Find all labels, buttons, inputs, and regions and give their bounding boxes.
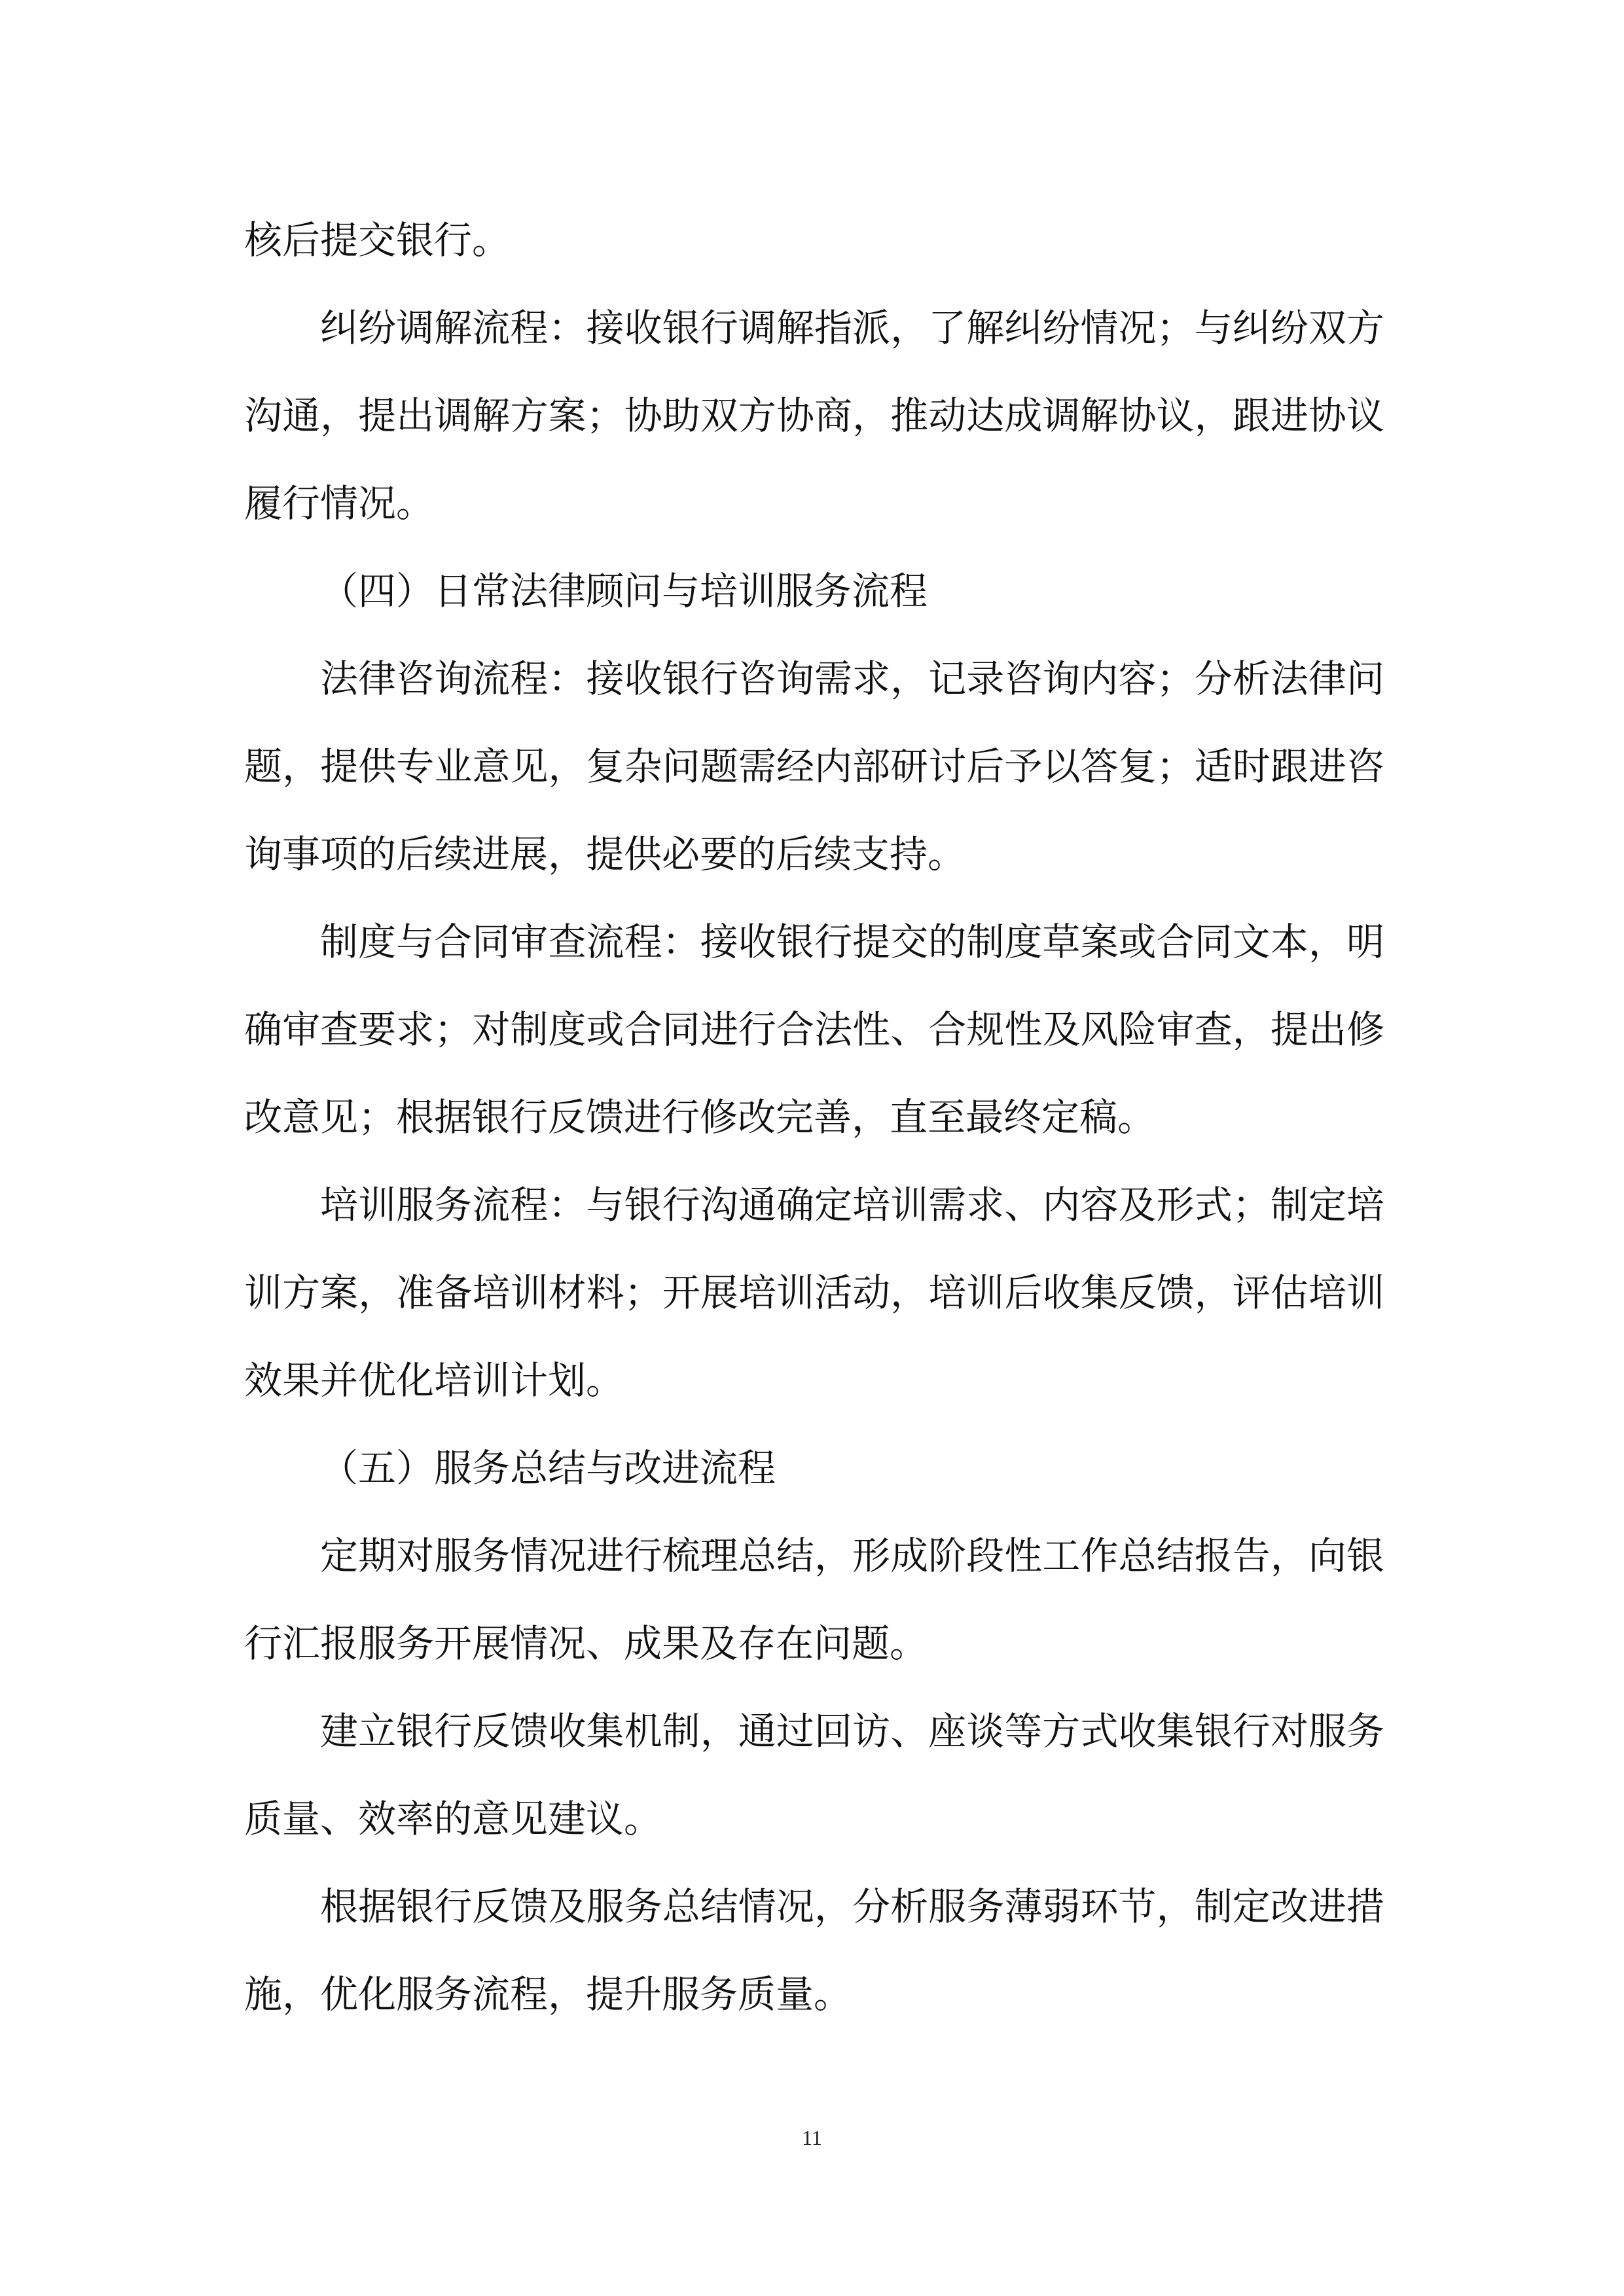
paragraph-continuation: 核后提交银行。	[244, 218, 511, 262]
paragraph-improvement: 根据银行反馈及服务总结情况，分析服务薄弱环节，制定改进措施，优化服务流程，提升服务质量。	[244, 1884, 1384, 2017]
paragraph-legal-consultation: 法律咨询流程：接收银行咨询需求，记录咨询内容；分析法律问题，提供专业意见，复杂问题需经内部研讨后予以答复；适时跟进咨询事项的后续进展，提供必要的后续支持。	[244, 656, 1384, 876]
paragraph-training-service: 培训服务流程：与银行沟通确定培训需求、内容及形式；制定培训方案，准备培训材料；开展培训活动，培训后收集反馈，评估培训效果并优化培训计划。	[244, 1183, 1384, 1403]
section-heading-5: （五）服务总结与改进流程	[320, 1446, 776, 1490]
paragraph-service-summary: 定期对服务情况进行梳理总结，形成阶段性工作总结报告，向银行汇报服务开展情况、成果及存在问题。	[244, 1534, 1384, 1666]
page-number: 11	[802, 2126, 822, 2149]
paragraph-contract-review: 制度与合同审查流程：接收银行提交的制度草案或合同文本，明确审查要求；对制度或合同进行合法性、合规性及风险审查，提出修改意见；根据银行反馈进行修改完善，直至最终定稿。	[244, 920, 1384, 1139]
document-body	[244, 196, 1384, 2038]
section-heading-4: （四）日常法律顾问与培训服务流程	[320, 569, 928, 613]
paragraph-feedback-mechanism: 建立银行反馈收集机制，通过回访、座谈等方式收集银行对服务质量、效率的意见建议。	[244, 1709, 1384, 1841]
paragraph-dispute-mediation: 纠纷调解流程：接收银行调解指派，了解纠纷情况；与纠纷双方沟通，提出调解方案；协助双方协商，推动达成调解协议，跟进协议履行情况。	[244, 306, 1384, 526]
